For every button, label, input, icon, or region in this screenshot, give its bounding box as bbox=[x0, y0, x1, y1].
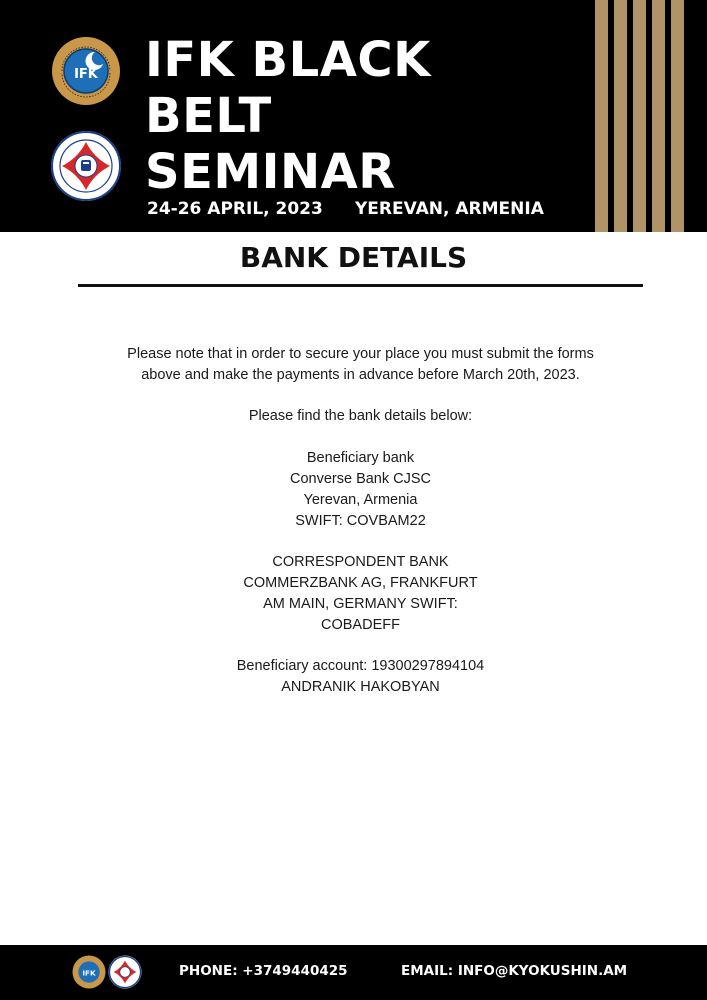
seminar-title-line-2: BELT bbox=[145, 88, 272, 144]
note-line: above and make the payments in advance before March 20th, 2023. bbox=[141, 367, 580, 383]
seminar-title-line-3: SEMINAR bbox=[145, 144, 396, 200]
correspondent-bank-block bbox=[78, 552, 643, 636]
gold-stripe bbox=[614, 0, 627, 232]
armenian-kyokushin-logo-small bbox=[108, 955, 142, 989]
header-banner bbox=[0, 0, 707, 232]
footer-phone: PHONE: +3749440425 bbox=[179, 963, 348, 979]
seminar-title-line-1: IFK BLACK bbox=[145, 32, 431, 88]
correspondent-bank-line: COBADEFF bbox=[321, 617, 400, 633]
beneficiary-account-block bbox=[78, 656, 643, 698]
payment-note bbox=[78, 344, 643, 386]
beneficiary-bank-line: SWIFT: COVBAM22 bbox=[295, 513, 426, 529]
seminar-dates: 24-26 APRIL, 2023 bbox=[147, 199, 323, 219]
account-line: Beneficiary account: 19300297894104 bbox=[236, 658, 485, 674]
footer-email: EMAIL: INFO@KYOKUSHIN.AM bbox=[401, 963, 628, 979]
ifk-logo-small bbox=[72, 955, 106, 989]
bank-details-heading: BANK DETAILS bbox=[239, 241, 468, 274]
correspondent-bank-line: COMMERZBANK AG, FRANKFURT bbox=[243, 575, 478, 591]
find-line: Please find the bank details below: bbox=[248, 408, 473, 424]
armenian-kyokushin-logo bbox=[50, 130, 122, 202]
heading-divider bbox=[78, 284, 643, 287]
find-details-text bbox=[78, 406, 643, 427]
ifk-logo bbox=[51, 36, 121, 106]
gold-stripe bbox=[671, 0, 684, 232]
correspondent-bank-line: AM MAIN, GERMANY SWIFT: bbox=[263, 596, 458, 612]
svg-text:IFK: IFK bbox=[82, 968, 96, 978]
correspondent-bank-line: CORRESPONDENT BANK bbox=[272, 554, 449, 570]
beneficiary-bank-block bbox=[78, 448, 643, 532]
gold-stripe bbox=[652, 0, 665, 232]
seminar-location: YEREVAN, ARMENIA bbox=[355, 199, 544, 219]
gold-stripe bbox=[633, 0, 646, 232]
beneficiary-bank-line: Beneficiary bank bbox=[306, 450, 415, 466]
beneficiary-bank-line: Yerevan, Armenia bbox=[303, 492, 418, 508]
footer-bar bbox=[0, 945, 707, 1000]
gold-stripe bbox=[595, 0, 608, 232]
account-line: ANDRANIK HAKOBYAN bbox=[281, 679, 440, 695]
note-line: Please note that in order to secure your place you must submit the forms bbox=[127, 346, 594, 362]
beneficiary-bank-line: Converse Bank CJSC bbox=[289, 471, 432, 487]
svg-text:IFK: IFK bbox=[74, 67, 98, 82]
